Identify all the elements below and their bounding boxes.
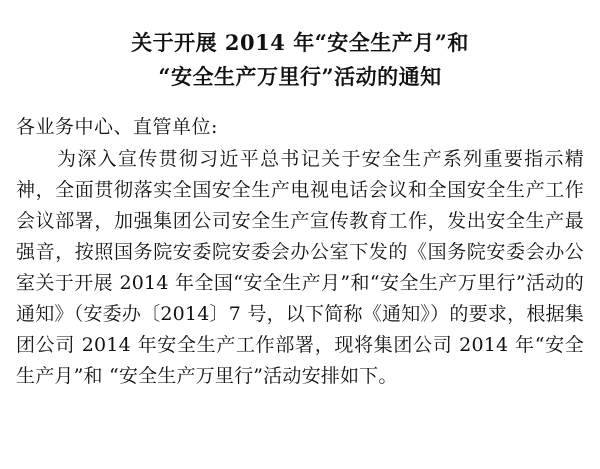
body-paragraph-1: [14, 144, 586, 392]
page-title-line-2: “安全生产万里行”活动的通知: [158, 64, 442, 89]
page-title-line-1: 关于开展 2014 年“安全生产月”和: [131, 30, 469, 55]
paragraph-text: 为深入宣传贯彻习近平总书记关于安全生产系列重要指示精神，全面贯彻落实全国安全生产电视电话会议和全国安全生产工作会议部署，加强集团公司安全生产宣传教育工作，发出安全生产最强音，按照国务院安委院安委会办公室下发的《国务院安委会办公室关于开展 2014 年全国“安全生产月”和“安全生产万里行”活动的通知》（安委办〔2014〕7 号，以下简称《通知》）的要求，根据集团公司 2014 年安全生产工作部署，现将集团公司 2014 年“安全生产月”和 “安全生产万里行”活动安排如下。: [16, 148, 584, 387]
page-title: [14, 26, 586, 94]
salutation: 各业务中心、直管单位:: [16, 116, 218, 138]
